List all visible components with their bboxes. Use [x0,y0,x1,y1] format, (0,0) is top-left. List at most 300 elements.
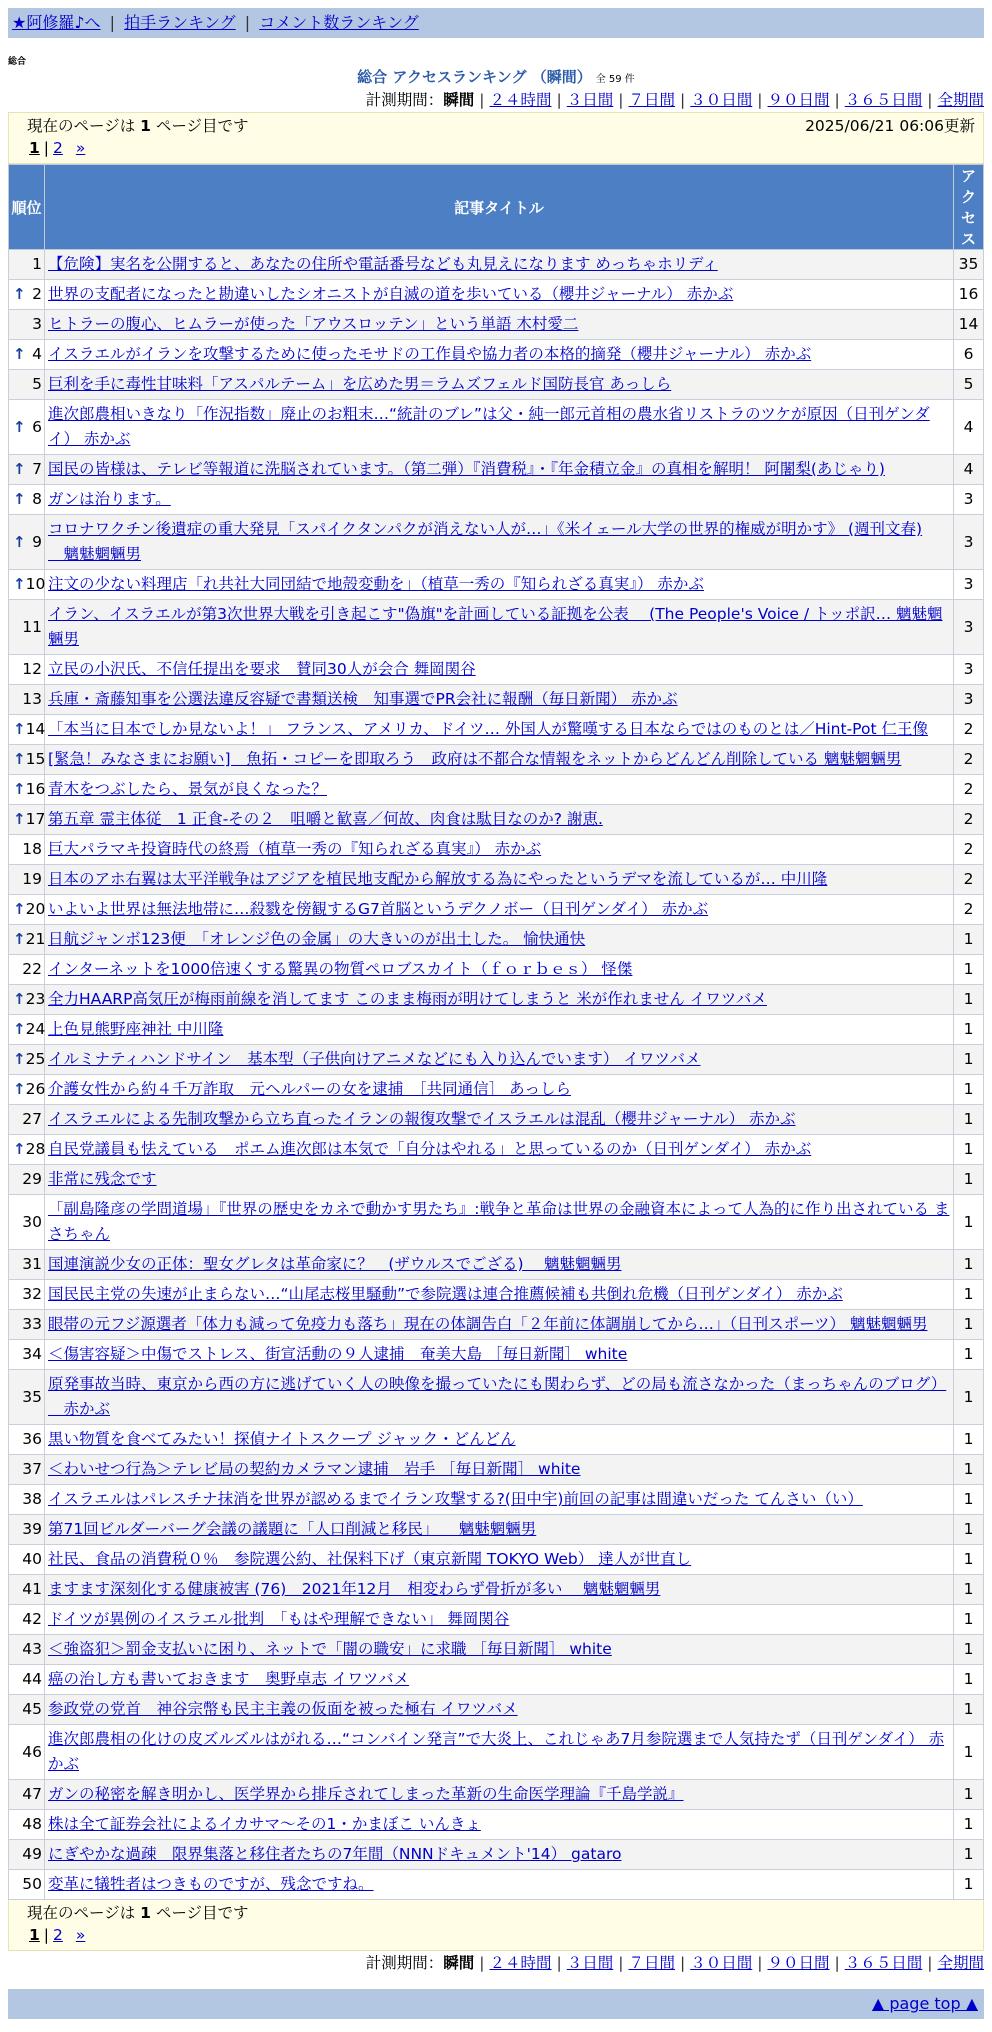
rank-cell [9,1280,45,1310]
rank-up-arrow-icon: ↑ [13,1140,26,1158]
table-row [9,1545,984,1575]
rank-number: 9 [32,532,42,551]
access-count: 1 [954,1635,984,1665]
table-row [9,1515,984,1545]
table-row [9,1075,984,1105]
table-row [9,1045,984,1075]
table-row [9,485,984,515]
article-title-link[interactable]: 原発事故当時、東京から西の方に逃げていく人の映像を撮っていたにも関わらず、どの局も流さなかった（まっちゃんのブログ） 赤かぶ [48,1375,947,1418]
rank-number: 50 [22,1875,42,1893]
rank-cell [9,280,45,310]
rank-cell [9,1695,45,1725]
access-count: 1 [954,985,984,1015]
current-page-text: 現在のページは 1 ページ目です [27,117,249,135]
period-separator: | [757,91,763,109]
article-title-link[interactable]: いよいよ世界は無法地帯に…殺戮を傍観するG7首脳というデクノボー（日刊ゲンダイ） 赤かぶ [48,900,709,918]
rank-number: 42 [22,1610,42,1628]
title-cell [45,1840,954,1870]
updated-timestamp: 2025/06/21 06:06更新 [805,117,975,135]
access-count: 1 [954,1045,984,1075]
period-separator: | [479,1954,485,1972]
rank-number: 10 [25,575,46,593]
table-row [9,775,984,805]
article-title-link[interactable]: 第71回ビルダーバーグ会議の議題に「人口削減と移民」 魑魅魍魎男 [48,1520,537,1538]
article-title-link[interactable]: 国民の皆様は、テレビ等報道に洗脳されています。（第二弾）『消費税』・『年金積立金』の真相を解明！ 阿闍梨(あじゃり) [48,460,885,478]
access-count: 6 [954,340,984,370]
article-title-link[interactable]: 第五章 霊主体従 1 正食-その２ 咀嚼と歓喜／何故、肉食は駄目なのか? 謝恵. [48,810,603,828]
title-cell [45,1605,954,1635]
rank-cell [9,895,45,925]
rank-up-arrow-icon: ↑ [13,900,26,918]
next-page-link[interactable]: » [75,1926,86,1944]
article-title-link[interactable]: 進次郎農相の化けの皮ズルズルはがれる…“コンバイン発言”で大炎上、これじゃあ7月参院選まで人気持たず（日刊ゲンダイ） 赤かぶ [48,1730,945,1773]
rank-number: 36 [22,1430,42,1448]
article-title-link[interactable]: ガンは治ります。 [48,490,171,508]
title-cell [45,745,954,775]
rank-up-arrow-icon: ↑ [13,750,26,768]
title-cell [45,1135,954,1165]
rank-number: 25 [25,1050,46,1068]
rank-cell [9,1165,45,1195]
rank-cell [9,1310,45,1340]
period-selector-top [8,88,984,112]
period-separator: | [556,1954,562,1972]
access-count: 1 [954,1425,984,1455]
page [8,0,984,2019]
article-title-link[interactable]: インターネットを1000倍速くする驚異の物質ペロブスカイト（ｆｏｒｂｅｓ） 怪傑 [48,960,633,978]
access-count: 4 [954,400,984,455]
rank-up-arrow-icon: ↑ [13,345,26,363]
rank-up-arrow-icon: ↑ [13,1020,26,1038]
table-row [9,1105,984,1135]
table-row [9,515,984,570]
period-option[interactable]: 全期間 [937,91,984,109]
ranking-title [8,66,984,88]
comment-ranking-link[interactable]: コメント数ランキング [259,13,419,32]
total-count: 全 59 件 [595,74,635,85]
period-option[interactable]: ３０日間 [690,1954,753,1972]
rank-cell [9,1075,45,1105]
article-title-link[interactable]: [緊急！みなさまにお願い] 魚拓・コピーを即取ろう 政府は不都合な情報をネットからどんどん削除している 魑魅魍魎男 [48,750,902,768]
table-row [9,925,984,955]
access-count: 3 [954,655,984,685]
rank-number: 39 [22,1520,42,1538]
rank-up-arrow-icon: ↑ [13,285,26,303]
rank-number: 4 [32,345,42,363]
applause-ranking-link[interactable]: 拍手ランキング [124,13,236,32]
article-title-link[interactable]: 社民、食品の消費税０％ 参院選公約、社保料下げ（東京新聞 TOKYO Web） 達人が世直し [48,1550,692,1568]
article-title-link[interactable]: 注文の少ない料理店「れ共社大同団結で地殻変動を」（植草一秀の『知られざる真実』） 赤かぶ [48,575,704,593]
rank-number: 3 [32,315,42,333]
rank-number: 49 [22,1845,42,1863]
access-count: 2 [954,775,984,805]
table-row [9,1165,984,1195]
table-row [9,400,984,455]
rank-number: 20 [25,900,46,918]
article-title-link[interactable]: 進次郎農相いきなり「作況指数」廃止のお粗末…“統計のブレ”は父・純一郎元首相の農水省リストラのツケが原因（日刊ゲンダイ） 赤かぶ [48,405,930,448]
rank-number: 19 [22,870,42,888]
period-separator: | [680,91,686,109]
rank-number: 34 [22,1345,42,1363]
rank-cell [9,685,45,715]
access-count: 1 [954,1545,984,1575]
table-row [9,1340,984,1370]
rank-number: 45 [22,1700,42,1718]
period-option[interactable]: ３６５日間 [844,91,923,109]
rank-number: 17 [25,810,46,828]
rank-cell [9,400,45,455]
title-cell [45,775,954,805]
rank-cell [9,1870,45,1900]
access-count: 3 [954,600,984,655]
article-title-link[interactable]: 黒い物質を食べてみたい！探偵ナイトスクープ ジャック・どんどん [48,1430,516,1448]
access-count: 1 [954,955,984,985]
table-row [9,1135,984,1165]
access-count: 3 [954,515,984,570]
title-cell [45,985,954,1015]
rank-cell [9,1370,45,1425]
rank-up-arrow-icon: ↑ [13,532,26,551]
period-option-active: 瞬間 [443,1954,475,1972]
rank-cell [9,600,45,655]
rank-number: 18 [22,840,42,858]
access-count: 4 [954,455,984,485]
page-link-current[interactable]: 1 [29,1926,40,1944]
table-row [9,1695,984,1725]
article-title-link[interactable]: イラン、イスラエルが第3次世界大戦を引き起こす"偽旗"を計画している証拠を公表 (The People's Voice / トッポ訳… 魑魅魍魎男 [48,605,943,648]
rank-cell [9,835,45,865]
article-title-link[interactable]: 日本のアホ右翼は太平洋戦争はアジアを植民地支配から解放する為にやったというデマを流しているが… 中川隆 [48,870,828,888]
rank-number: 47 [22,1785,42,1803]
rank-cell [9,370,45,400]
rank-cell [9,805,45,835]
nav-separator: | [109,13,116,32]
access-count: 1 [954,1195,984,1250]
rank-cell [9,1840,45,1870]
title-cell [45,1545,954,1575]
col-title-header: 記事タイトル [45,165,954,250]
access-count: 1 [954,925,984,955]
title-cell [45,1195,954,1250]
access-count: 2 [954,865,984,895]
page-link[interactable]: 2 [53,139,63,157]
access-count: 2 [954,715,984,745]
rank-up-arrow-icon: ↑ [13,1080,26,1098]
table-row [9,1665,984,1695]
article-title-link[interactable]: 【危険】実名を公開すると、あなたの住所や電話番号なども丸見えになります めっちゃホリディ [48,255,718,273]
access-count: 3 [954,485,984,515]
rank-cell [9,1250,45,1280]
article-title-link[interactable]: ますます深刻化する健康被害 (76) 2021年12月 相変わらず骨折が多い 魑魅魍魎男 [48,1580,661,1598]
rank-number: 40 [22,1550,42,1568]
table-row [9,985,984,1015]
table-row [9,1280,984,1310]
title-cell [45,1665,954,1695]
rank-up-arrow-icon: ↑ [13,930,26,948]
access-count: 1 [954,1455,984,1485]
table-row [9,1810,984,1840]
access-count: 1 [954,1165,984,1195]
article-title-link[interactable]: 立民の小沢氏、不信任提出を要求 賛同30人が会合 舞岡関谷 [48,660,476,678]
page-separator: | [43,139,50,157]
period-separator: | [834,91,840,109]
title-cell [45,340,954,370]
article-title-link[interactable]: 日航ジャンボ123便 「オレンジ色の金属」の大きいのが出土した。 愉快通快 [48,930,586,948]
article-title-link[interactable]: イスラエルがイランを攻撃するために使ったモサドの工作員や協力者の本格的摘発（櫻井ジャーナル） 赤かぶ [48,345,812,363]
access-count: 1 [954,1725,984,1780]
rank-cell [9,1340,45,1370]
rank-cell [9,1105,45,1135]
period-separator: | [618,91,624,109]
rank-number: 8 [32,490,42,508]
table-row [9,370,984,400]
rank-up-arrow-icon: ↑ [13,575,26,593]
rank-cell [9,985,45,1015]
access-count: 2 [954,835,984,865]
period-separator: | [680,1954,686,1972]
rank-number: 48 [22,1815,42,1833]
table-row [9,1725,984,1780]
access-count: 1 [954,1870,984,1900]
table-row [9,835,984,865]
rank-cell [9,455,45,485]
table-row [9,1635,984,1665]
rank-number: 35 [22,1387,42,1406]
access-count: 3 [954,570,984,600]
rank-up-arrow-icon: ↑ [13,417,26,436]
rank-up-arrow-icon: ↑ [13,990,26,1008]
table-row [9,715,984,745]
article-title-link[interactable]: ＜傷害容疑＞中傷でストレス、街宣活動の９人逮捕 奄美大島 ［毎日新聞］ white [48,1345,628,1363]
rank-up-arrow-icon: ↑ [13,780,26,798]
title-cell [45,1485,954,1515]
title-cell [45,455,954,485]
home-link[interactable]: ★阿修羅♪へ [12,13,101,32]
article-title-link[interactable]: 癌の治し方も書いておきます 奥野卓志 イワツバメ [48,1670,410,1688]
rank-number: 31 [22,1255,42,1273]
table-row [9,310,984,340]
page-link[interactable]: 2 [53,1926,63,1944]
access-count: 5 [954,370,984,400]
article-title-link[interactable]: 参政党の党首 神谷宗幣も民主主義の仮面を被った極右 イワツバメ [48,1700,518,1718]
period-option[interactable]: ７日間 [628,1954,675,1972]
article-title-link[interactable]: ＜わいせつ行為＞テレビ局の契約カメラマン逮捕 岩手 ［毎日新聞］ white [48,1460,581,1478]
article-title-link[interactable]: コロナワクチン後遺症の重大発見「スパイクタンパクが消えない人が…」《米イェール大学の世界的権威が明かす》 (週刊文春) 魑魅魍魎男 [48,520,923,563]
title-cell [45,925,954,955]
period-selector-bottom [8,1951,984,1975]
rank-number: 2 [32,285,42,303]
article-title-link[interactable]: イスラエルはパレスチナ抹消を世界が認めるまでイラン攻撃する?(田中宇)前回の記事は間違いだった てんさい（い） [48,1490,863,1508]
rank-cell [9,1425,45,1455]
table-row [9,600,984,655]
period-option[interactable]: ２４時間 [489,91,552,109]
access-count: 1 [954,1810,984,1840]
access-count: 1 [954,1840,984,1870]
table-row [9,865,984,895]
col-rank-header: 順位 [9,165,45,250]
title-cell [45,400,954,455]
access-count: 1 [954,1340,984,1370]
article-title-link[interactable]: ガンの秘密を解き明かし、医学界から排斥されてしまった革新の生命医学理論『千島学説』 [48,1785,684,1803]
rank-cell [9,515,45,570]
title-cell [45,715,954,745]
article-title-link[interactable]: 株は全て証券会社によるイカサマ～その1・かまぼこ いんきょ [48,1815,481,1833]
table-row [9,280,984,310]
access-count: 1 [954,1780,984,1810]
page-top-bar [8,1989,984,2019]
rank-number: 11 [22,617,42,636]
period-option[interactable]: ９０日間 [767,91,830,109]
period-separator: | [618,1954,624,1972]
next-page-link[interactable]: » [75,139,86,157]
ranking-title-text: 総合 アクセスランキング （瞬間） [357,68,592,86]
article-title-link[interactable]: 兵庫・斎藤知事を公選法違反容疑で書類送検 知事選でPR会社に報酬（毎日新聞） 赤かぶ [48,690,678,708]
access-count: 1 [954,1515,984,1545]
table-row [9,655,984,685]
article-title-link[interactable]: イルミナティハンドサイン 基本型（子供向けアニメなどにも入り込んでいます） イワツバメ [48,1050,701,1068]
title-cell [45,250,954,280]
rank-cell [9,745,45,775]
article-title-link[interactable]: 自民党議員も怯えている ポエム進次郎は本気で「自分はやれる」と思っているのか（日刊ゲンダイ） 赤かぶ [48,1140,812,1158]
article-title-link[interactable]: ヒトラーの腹心、ヒムラーが使った「アウスロッテン」という単語 木村愛二 [48,315,579,333]
table-row [9,250,984,280]
title-cell [45,1340,954,1370]
rank-number: 41 [22,1580,42,1598]
rank-number: 14 [25,720,46,738]
period-option[interactable]: ３０日間 [690,91,753,109]
period-option[interactable]: ９０日間 [767,1954,830,1972]
rank-number: 22 [22,960,42,978]
article-title-link[interactable]: 青木をつぶしたら、景気が良くなった？ [48,780,328,798]
title-cell [45,1810,954,1840]
access-count: 1 [954,1665,984,1695]
rank-number: 29 [22,1170,42,1188]
article-title-link[interactable]: 変革に犠牲者はつきものですが、残念ですね。 [48,1875,374,1893]
article-title-link[interactable]: 国民民主党の失速が止まらない…“山尾志桜里騒動”で参院選は連合推薦候補も共倒れ危機（日刊ゲンダイ） 赤かぶ [48,1285,843,1303]
period-option[interactable]: ７日間 [628,91,675,109]
period-option[interactable]: ２４時間 [489,1954,552,1972]
title-cell [45,655,954,685]
rank-cell [9,310,45,340]
rank-up-arrow-icon: ↑ [13,1050,26,1068]
rank-cell [9,1195,45,1250]
top-nav-bar [8,8,984,38]
access-count: 2 [954,895,984,925]
access-count: 1 [954,1695,984,1725]
access-count: 1 [954,1015,984,1045]
rank-number: 23 [25,990,46,1008]
access-count: 1 [954,1135,984,1165]
access-count: 14 [954,310,984,340]
article-title-link[interactable]: 介護女性から約４千万詐取 元ヘルパーの女を逮捕 ［共同通信］ あっしら [48,1080,571,1098]
rank-cell [9,865,45,895]
rank-number: 12 [22,660,42,678]
table-row [9,1780,984,1810]
rank-up-arrow-icon: ↑ [13,810,26,828]
period-option[interactable]: ３日間 [566,91,614,109]
article-title-link[interactable]: 世界の支配者になったと勘違いしたシオニストが自滅の道を歩いている（櫻井ジャーナル） 赤かぶ [48,285,734,303]
table-row [9,570,984,600]
rank-number: 38 [22,1490,42,1508]
current-page-text: 現在のページは 1 ページ目です [27,1904,249,1922]
article-title-link[interactable]: 「本当に日本でしか見ないよ！」 フランス、アメリカ、ドイツ… 外国人が驚嘆する日本ならではのものとは／Hint-Pot 仁王像 [48,720,928,738]
page-top-link[interactable]: ▲ page top ▲ [871,1994,978,2013]
table-row [9,1195,984,1250]
rank-number: 44 [22,1670,42,1688]
rank-number: 5 [32,375,42,393]
title-cell [45,515,954,570]
access-count: 1 [954,1485,984,1515]
rank-cell [9,955,45,985]
title-cell [45,895,954,925]
rank-cell [9,485,45,515]
title-cell [45,485,954,515]
period-option-active: 瞬間 [443,91,475,109]
title-cell [45,865,954,895]
rank-number: 27 [22,1110,42,1128]
article-title-link[interactable]: 全力HAARP高気圧が梅雨前線を消してます このまま梅雨が明けてしまうと 米が作れません イワツバメ [48,990,767,1008]
rank-cell [9,1575,45,1605]
period-option[interactable]: ３日間 [566,1954,614,1972]
period-option[interactable]: 全期間 [937,1954,984,1972]
period-separator: | [927,91,933,109]
rank-number: 16 [25,780,46,798]
title-cell [45,1575,954,1605]
rank-number: 6 [32,417,42,436]
ranking-table [8,164,984,1900]
period-separator: | [927,1954,933,1972]
page-link-current[interactable]: 1 [29,139,40,157]
rank-cell [9,1545,45,1575]
article-title-link[interactable]: 眼帯の元フジ源選者「体力も減って免疫力も落ち」現在の体調告白「２年前に体調崩してから…」（日刊スポーツ） 魑魅魍魎男 [48,1315,928,1333]
table-row [9,1485,984,1515]
table-row [9,455,984,485]
col-access-header: アクセス [954,165,984,250]
period-separator: | [834,1954,840,1972]
rank-cell [9,1515,45,1545]
rank-cell [9,1015,45,1045]
category-label: 総合 [8,57,27,67]
article-title-link[interactable]: 巨利を手に毒性甘味料「アスパルテーム」を広めた男＝ラムズフェルド国防長官 あっしら [48,375,672,393]
article-title-link[interactable]: にぎやかな過疎 限界集落と移住者たちの7年間（NNNドキュメント'14） gataro [48,1845,622,1863]
period-option[interactable]: ３６５日間 [844,1954,923,1972]
table-row [9,1870,984,1900]
article-title-link[interactable]: 国連演説少女の正体：聖女グレタは革命家に？ (ザウルスでござる) 魑魅魍魎男 [48,1255,622,1273]
access-count: 2 [954,805,984,835]
table-row [9,1575,984,1605]
title-cell [45,1780,954,1810]
article-title-link[interactable]: イスラエルによる先制攻撃から立ち直ったイランの報復攻撃でイスラエルは混乱（櫻井ジャーナル） 赤かぶ [48,1110,796,1128]
access-count: 1 [954,1105,984,1135]
article-title-link[interactable]: 非常に残念です [48,1170,157,1188]
article-title-link[interactable]: 上色見熊野座神社 中川隆 [48,1020,224,1038]
access-count: 1 [954,1280,984,1310]
rank-cell [9,570,45,600]
article-title-link[interactable]: 巨大パラマキ投資時代の終焉（植草一秀の『知られざる真実』） 赤かぶ [48,840,542,858]
period-label: 計測期間： [365,91,444,109]
article-title-link[interactable]: 「副島隆彦の学問道場」『世界の歴史をカネで動かす男たち』:戦争と革命は世界の金融資本によって人為的に作り出されている まさちゃん [48,1200,950,1243]
access-count: 2 [954,745,984,775]
article-title-link[interactable]: ＜強盗犯＞罰金支払いに困り、ネットで「闇の職安」に求職 ［毎日新聞］ white [48,1640,612,1658]
article-title-link[interactable]: ドイツが異例のイスラエル批判 「もはや理解できない」 舞岡関谷 [48,1610,510,1628]
rank-cell [9,1045,45,1075]
table-row [9,745,984,775]
table-row [9,955,984,985]
rank-cell [9,715,45,745]
rank-number: 24 [25,1020,46,1038]
rank-up-arrow-icon: ↑ [13,460,26,478]
title-cell [45,1280,954,1310]
